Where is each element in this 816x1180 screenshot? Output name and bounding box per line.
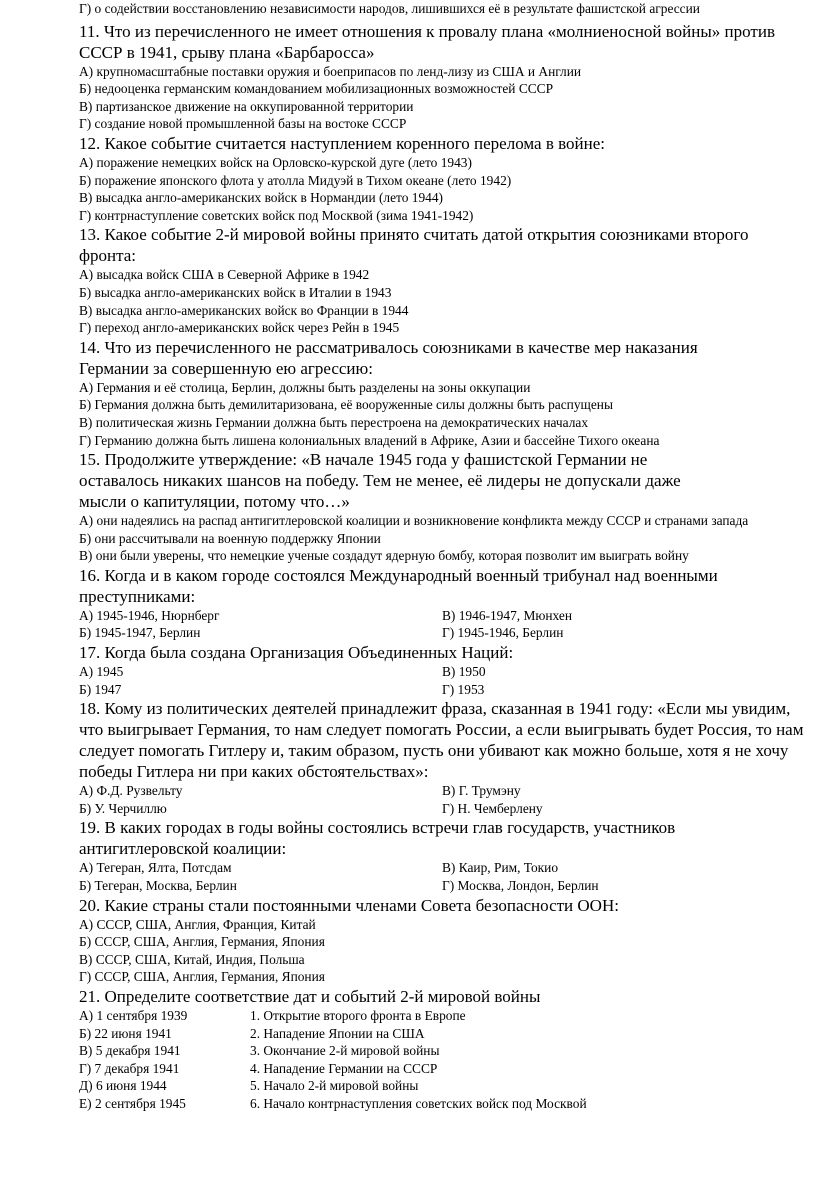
option-d: Г) создание новой промышленной базы на востоке СССР bbox=[79, 116, 407, 132]
question-text: 18. Кому из политических деятелей принадлежит фраза, сказанная в 1941 году: «Если мы увидим, что выигрывает Германия, то нам следует помогать России, а если выигрывать будет Россия, то нам следует помогать Гитлеру и, таким образом, пусть они убивают как можно больше, хотя я не хочу победы Гитлера ни при каких обстоятельствах»: bbox=[79, 699, 804, 782]
event-item: 6. Начало контрнаступления советских войск под Москвой bbox=[250, 1095, 587, 1111]
date-item: Е) 2 сентября 1945 bbox=[79, 1095, 186, 1111]
date-item: Д) 6 июня 1944 bbox=[79, 1078, 167, 1094]
option-b: Б) недооценка германским командованием мобилизационных возможностей СССР bbox=[79, 81, 554, 97]
option-d: Г) 1953 bbox=[442, 681, 485, 697]
option-a: А) высадка войск США в Северной Африке в 1942 bbox=[79, 267, 370, 283]
date-item: А) 1 сентября 1939 bbox=[79, 1008, 188, 1023]
event-item: 1. Открытие второго фронта в Европе bbox=[250, 1008, 466, 1023]
question-text: 14. Что из перечисленного не рассматривалось союзниками в качестве мер наказания Германии за совершенную ею агрессию: bbox=[79, 337, 698, 378]
question-text: 21. Определите соответствие дат и событий 2-й мировой войны bbox=[79, 987, 541, 1006]
question-19 bbox=[79, 817, 816, 894]
question-14 bbox=[79, 337, 816, 449]
options-row bbox=[79, 624, 816, 642]
question-12 bbox=[79, 133, 816, 224]
option-d: Г) переход англо-американских войск через Рейн в 1945 bbox=[79, 320, 400, 336]
option-a: А) Ф.Д. Рузвельту bbox=[79, 783, 183, 799]
option-a: А) Тегеран, Ялта, Потсдам bbox=[79, 860, 232, 876]
option-d: Г) Москва, Лондон, Берлин bbox=[442, 878, 599, 894]
question-18 bbox=[79, 698, 816, 817]
option-c: В) они были уверены, что немецкие ученые создадут ядерную бомбу, которая позволит им выиграть войну bbox=[79, 548, 689, 564]
date-item: Б) 22 июня 1941 bbox=[79, 1025, 172, 1041]
option-a: А) они надеялись на распад антигитлеровской коалиции и возникновение конфликта между СССР и странами запада bbox=[79, 513, 749, 529]
option-b: Б) У. Черчиллю bbox=[79, 800, 167, 816]
question-15 bbox=[79, 449, 816, 565]
option-a: А) поражение немецких войск на Орловско-курской дуге (лето 1943) bbox=[79, 154, 472, 170]
option-b: Б) СССР, США, Англия, Германия, Япония bbox=[79, 934, 325, 950]
options-row bbox=[79, 663, 816, 681]
question-11 bbox=[79, 21, 816, 133]
question-13 bbox=[79, 224, 816, 336]
question-text: 19. В каких городах в годы войны состоялись встречи глав государств, участников антигитлеровской коалиции: bbox=[79, 818, 676, 859]
option-d: Г) Н. Чемберлену bbox=[442, 800, 543, 816]
question-21 bbox=[79, 986, 816, 1113]
option-b: Б) поражение японского флота у атолла Мидуэй в Тихом океане (лето 1942) bbox=[79, 172, 512, 188]
option-a: А) СССР, США, Англия, Франция, Китай bbox=[79, 916, 316, 932]
option-b: Б) Германия должна быть демилитаризована, её вооруженные силы должны быть распущены bbox=[79, 397, 613, 413]
top-line: Г) о содействии восстановлению независимости народов, лишившихся её в результате фашистской агрессии bbox=[79, 1, 700, 16]
question-16 bbox=[79, 565, 816, 642]
match-row bbox=[79, 1025, 816, 1043]
date-item: В) 5 декабря 1941 bbox=[79, 1043, 181, 1059]
question-20 bbox=[79, 895, 816, 986]
option-d: Г) СССР, США, Англия, Германия, Япония bbox=[79, 969, 325, 985]
options-row bbox=[79, 859, 816, 877]
question-17 bbox=[79, 642, 816, 698]
option-c: В) Каир, Рим, Токио bbox=[442, 860, 559, 876]
event-item: 5. Начало 2-й мировой войны bbox=[250, 1078, 419, 1094]
question-text: 12. Какое событие считается наступлением коренного перелома в войне: bbox=[79, 133, 605, 153]
option-c: В) партизанское движение на оккупированной территории bbox=[79, 98, 414, 114]
option-a: А) 1945 bbox=[79, 664, 124, 680]
question-text: 20. Какие страны стали постоянными членами Совета безопасности ООН: bbox=[79, 895, 619, 915]
option-c: В) Г. Трумэну bbox=[442, 783, 521, 799]
option-a: А) 1945-1946, Нюрнберг bbox=[79, 607, 220, 623]
option-d: Г) контрнаступление советских войск под Москвой (зима 1941-1942) bbox=[79, 207, 474, 223]
option-c: В) высадка англо-американских войск во Франции в 1944 bbox=[79, 302, 409, 318]
option-c: В) политическая жизнь Германии должна быть перестроена на демократических началах bbox=[79, 414, 589, 430]
question-text: 13. Какое событие 2-й мировой войны принято считать датой открытия союзниками второго фронта: bbox=[79, 225, 749, 266]
options-row bbox=[79, 800, 816, 818]
date-item: Г) 7 декабря 1941 bbox=[79, 1060, 180, 1076]
event-item: 2. Нападение Японии на США bbox=[250, 1025, 425, 1041]
option-b: Б) они рассчитывали на военную поддержку Японии bbox=[79, 530, 381, 546]
match-row bbox=[79, 1007, 816, 1025]
match-row bbox=[79, 1042, 816, 1060]
option-d: Г) Германию должна быть лишена колониальных владений в Африке, Азии и бассейне Тихого океана bbox=[79, 432, 660, 448]
option-c: В) 1946-1947, Мюнхен bbox=[442, 607, 573, 623]
question-text: 15. Продолжите утверждение: «В начале 1945 года у фашистской Германии не оставалось никаких шансов на победу. Тем не менее, её лидеры не допускали даже мысли о капитуляции, потому что…» bbox=[79, 450, 681, 512]
options-row bbox=[79, 782, 816, 800]
option-c: В) 1950 bbox=[442, 664, 486, 680]
match-row bbox=[79, 1060, 816, 1078]
option-d: Г) 1945-1946, Берлин bbox=[442, 625, 564, 641]
question-text: 16. Когда и в каком городе состоялся Международный военный трибунал над военными преступниками: bbox=[79, 565, 718, 606]
question-text: 17. Когда была создана Организация Объединенных Наций: bbox=[79, 643, 514, 663]
option-a: А) Германия и её столица, Берлин, должны быть разделены на зоны оккупации bbox=[79, 379, 531, 395]
options-row bbox=[79, 607, 816, 625]
option-b: Б) Тегеран, Москва, Берлин bbox=[79, 878, 237, 894]
event-item: 4. Нападение Германии на СССР bbox=[250, 1060, 438, 1076]
option-b: Б) высадка англо-американских войск в Италии в 1943 bbox=[79, 284, 392, 300]
option-b: Б) 1945-1947, Берлин bbox=[79, 625, 201, 641]
options-row bbox=[79, 877, 816, 895]
options-row bbox=[79, 681, 816, 699]
event-item: 3. Окончание 2-й мировой войны bbox=[250, 1043, 440, 1059]
option-a: А) крупномасштабные поставки оружия и боеприпасов по ленд-лизу из США и Англии bbox=[79, 63, 582, 79]
option-c: В) высадка англо-американских войск в Нормандии (лето 1944) bbox=[79, 190, 444, 206]
option-b: Б) 1947 bbox=[79, 681, 122, 697]
question-text: 11. Что из перечисленного не имеет отношения к провалу плана «молниеносной войны» против СССР в 1941, срыву плана «Барбаросса» bbox=[79, 21, 775, 62]
match-row bbox=[79, 1077, 816, 1095]
option-c: В) СССР, США, Китай, Индия, Польша bbox=[79, 951, 305, 967]
match-row bbox=[79, 1095, 816, 1113]
